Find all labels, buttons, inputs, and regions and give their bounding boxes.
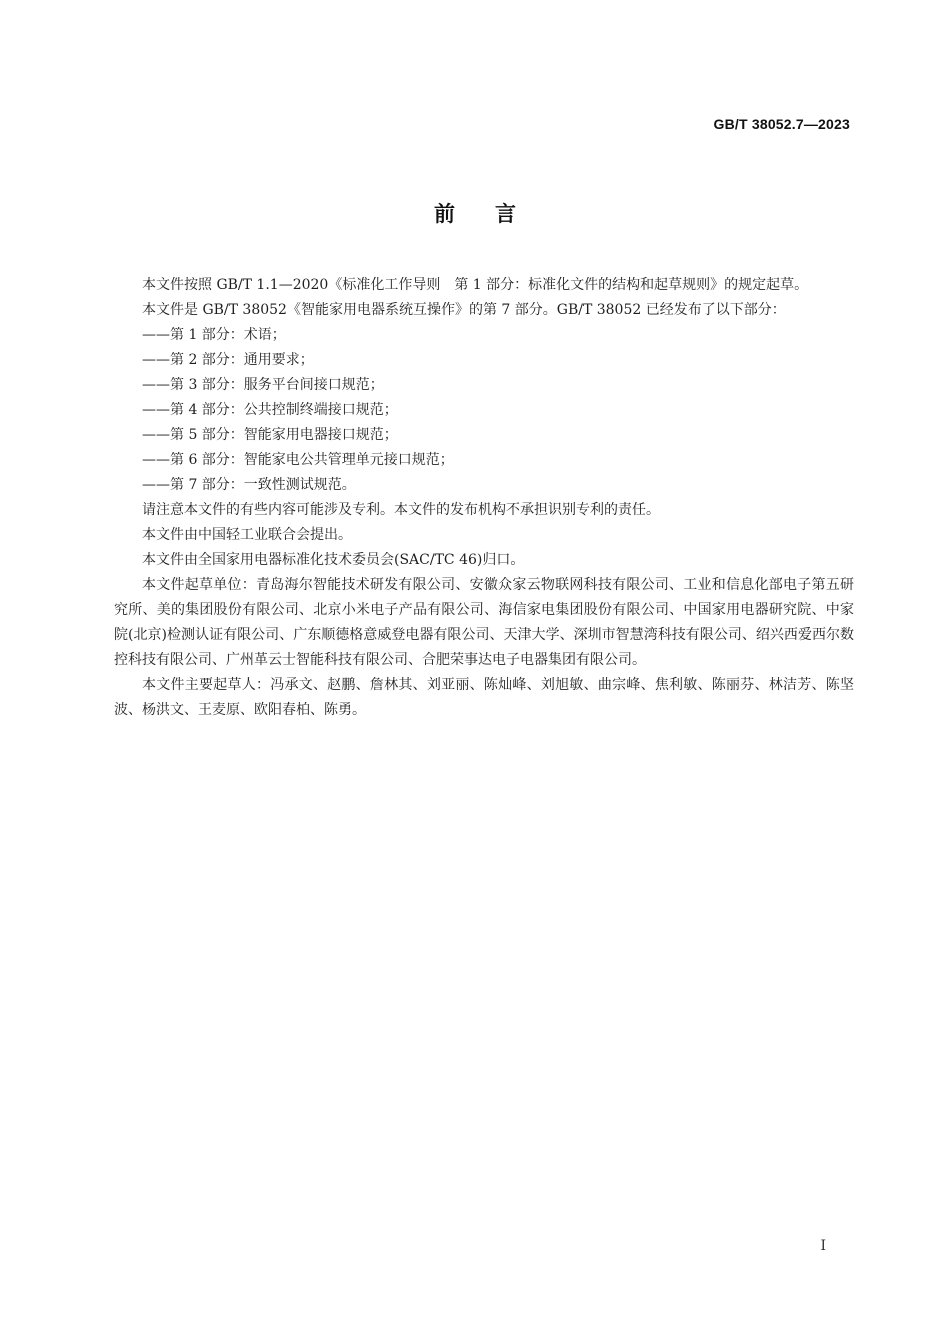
list-item: ——第 2 部分：通用要求； bbox=[142, 352, 314, 368]
page-number: I bbox=[820, 1238, 826, 1254]
proposer-statement: 本文件由中国轻工业联合会提出。 bbox=[142, 527, 352, 543]
list-item: ——第 3 部分：服务平台间接口规范； bbox=[142, 377, 384, 393]
paragraph: 本文件按照 GB/T 1.1—2020《标准化工作导则 第 1 部分：标准化文件的结构和起草规则》的规定起草。 bbox=[142, 277, 809, 293]
list-item: ——第 7 部分：一致性测试规范。 bbox=[142, 477, 356, 493]
list-item: ——第 5 部分：智能家用电器接口规范； bbox=[142, 427, 398, 443]
list-item: ——第 6 部分：智能家电公共管理单元接口规范； bbox=[142, 452, 454, 468]
document-code: GB/T 38052.7—2023 bbox=[713, 116, 850, 132]
drafting-organizations: 本文件起草单位：青岛海尔智能技术研发有限公司、安徽众家云物联网科技有限公司、工业和信息化部电子第五研究所、美的集团股份有限公司、北京小米电子产品有限公司、海信家电集团股份有限公司、中国家用电器研究院、中家院(北京)检测认证有限公司、广东顺德格意威登电器有限公司、天津大学、深圳市智慧湾科技有限公司、绍兴西爱西尔数控科技有限公司、广州革云士智能科技有限公司、合肥荣事达电子电器集团有限公司。 bbox=[114, 577, 854, 668]
administration-statement: 本文件由全国家用电器标准化技术委员会(SAC/TC 46)归口。 bbox=[142, 552, 525, 568]
patent-notice: 请注意本文件的有些内容可能涉及专利。本文件的发布机构不承担识别专利的责任。 bbox=[142, 502, 660, 518]
page-title: 前言 bbox=[434, 202, 556, 226]
paragraph: 本文件是 GB/T 38052《智能家用电器系统互操作》的第 7 部分。GB/T 38052 已经发布了以下部分： bbox=[142, 302, 786, 318]
list-item: ——第 4 部分：公共控制终端接口规范； bbox=[142, 402, 398, 418]
foreword-body bbox=[114, 273, 854, 723]
drafters: 本文件主要起草人：冯承文、赵鹏、詹林其、刘亚丽、陈灿峰、刘旭敏、曲宗峰、焦利敏、陈丽芬、林洁芳、陈坚波、杨洪文、王麦原、欧阳春柏、陈勇。 bbox=[114, 677, 854, 718]
list-item: ——第 1 部分：术语； bbox=[142, 327, 286, 343]
parts-list bbox=[114, 323, 854, 498]
